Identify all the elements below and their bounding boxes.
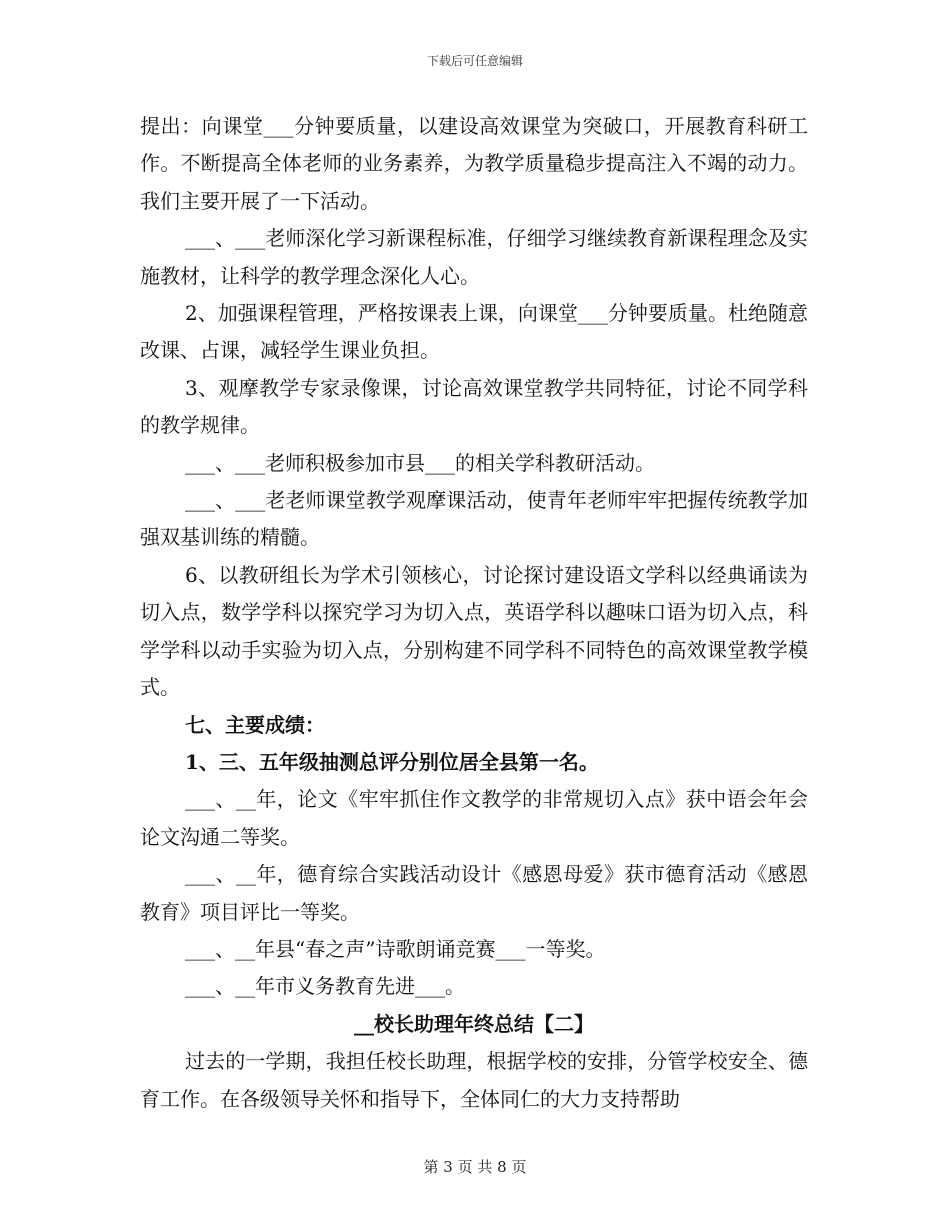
section-title: __校长助理年终总结【二】 [354,1011,594,1036]
paragraph-intro: 提出：向课堂___分钟要质量，以建设高效课堂为突破口，开展教育科研工作。不断提高全体老师的业务素养，为教学质量稳步提高注入不竭的动力。我们主要开展了一下活动。 [140,114,808,213]
achievement-item-2: ___、__年，论文《牢牢抓住作文教学的非常规切入点》获中语会年会论文沟通二等奖。 [140,787,808,849]
list-item-6: 6、以教研组长为学术引领核心，讨论探讨建设语文学科以经典诵读为切入点，数学学科以探究学习为切入点，英语学科以趣味口语为切入点，科学学科以动手实验为切入点，分别构建不同学科不同特色的高效课堂教学模式。 [140,562,808,700]
section-heading-achievements: 七、主要成绩： [185,712,325,737]
list-item-5: ___、___老老师课堂教学观摩课活动，使青年老师牢牢把握传统教学加强双基训练的精髓。 [140,488,808,550]
achievement-item-4: ___、__年县“春之声”诗歌朗诵竞赛___一等奖。 [185,936,606,961]
list-item-1: ___、___老师深化学习新课程标准，仔细学习继续教育新课程理念及实施教材，让科学的教学理念深化人心。 [140,226,808,288]
list-item-3: 3、观摩教学专家录像课，讨论高效课堂教学共同特征，讨论不同学科的教学规律。 [140,375,808,438]
page-header: 下载后可任意编辑 [426,54,523,68]
list-item-2: 2、加强课程管理，严格按课表上课，向课堂___分钟要质量。杜绝随意改课、占课，减轻学生课业负担。 [140,301,808,363]
list-item-4: ___、___老师积极参加市县___的相关学科教研活动。 [185,450,655,475]
achievement-item-5: ___、__年市义务教育先进___。 [185,974,465,999]
achievement-item-1: 1、三、五年级抽测总评分别位居全县第一名。 [185,749,599,774]
document-body [140,108,808,1118]
achievement-item-3: ___、__年，德育综合实践活动设计《感恩母爱》获市德育活动《感恩教育》项目评比一等奖。 [140,862,808,924]
page-footer: 第 3 页 共 8 页 [423,1158,527,1176]
paragraph-summary: 过去的一学期，我担任校长助理，根据学校的安排，分管学校安全、德育工作。在各级领导关怀和指导下，全体同仁的大力支持帮助 [140,1049,808,1111]
